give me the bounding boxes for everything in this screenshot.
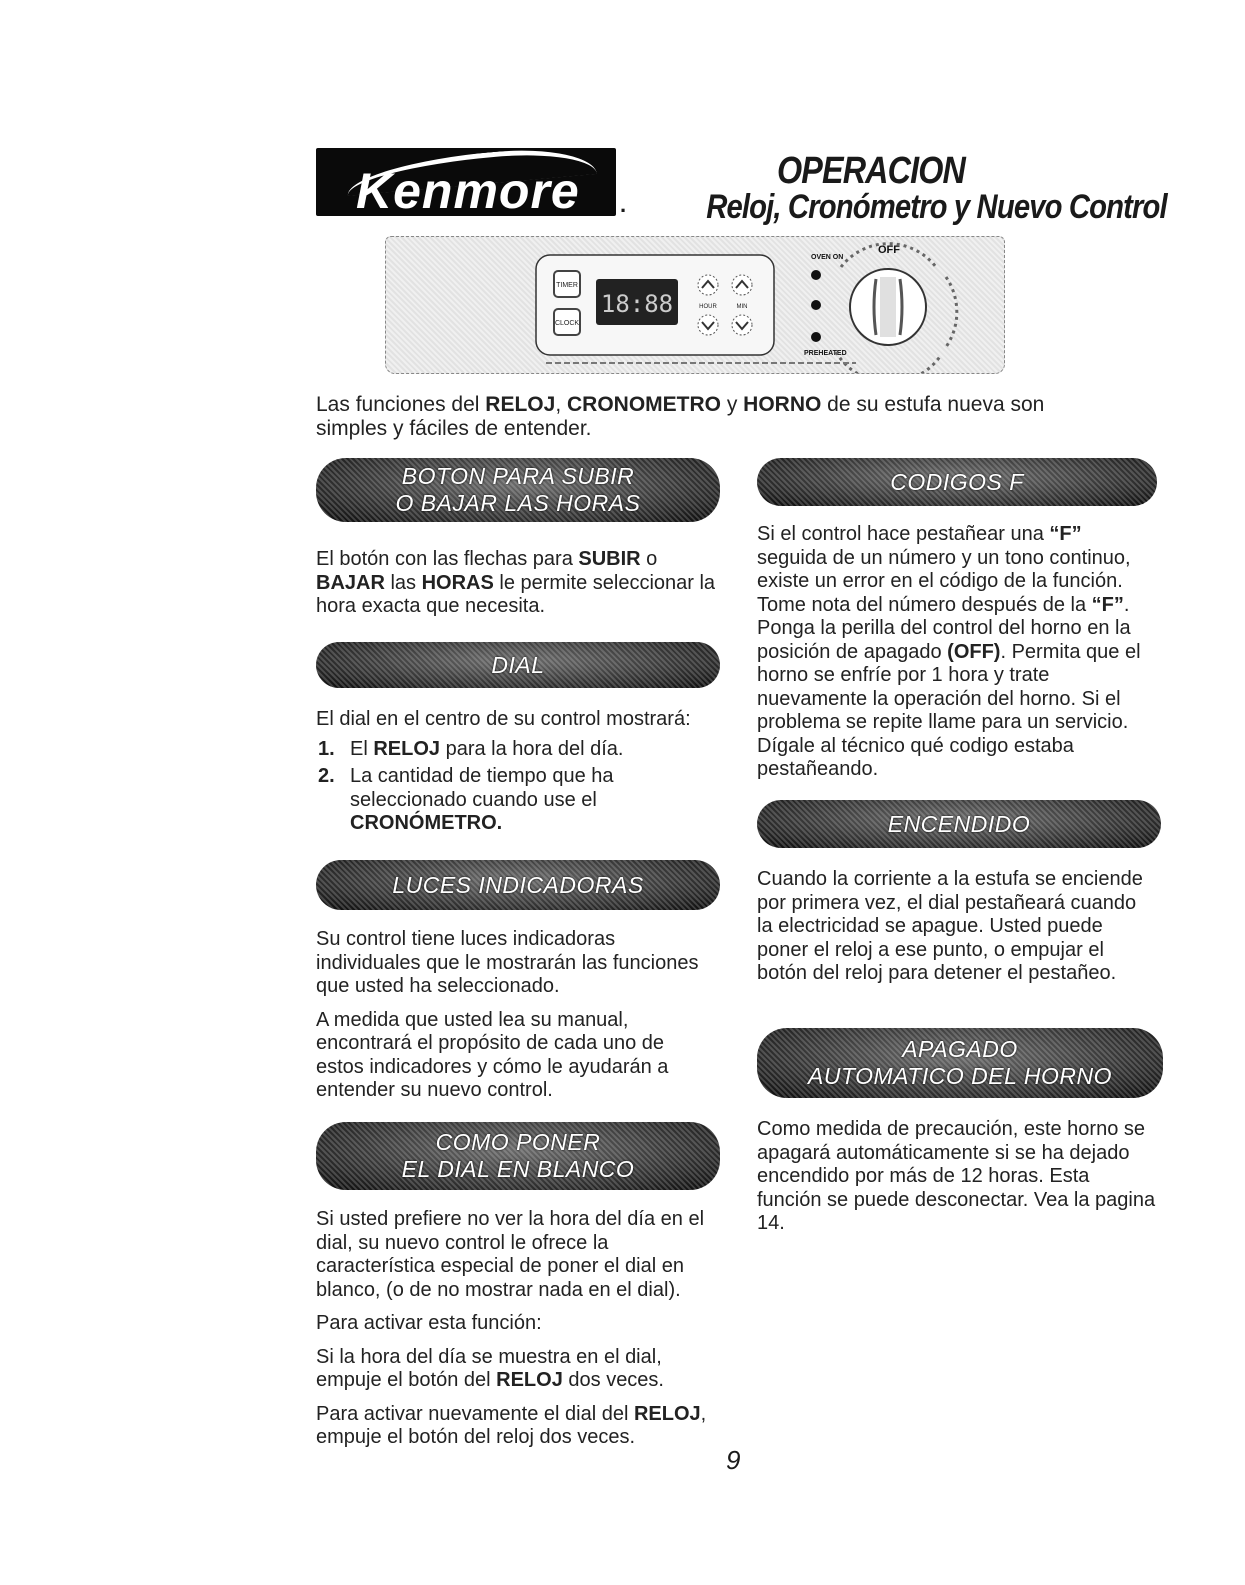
list-item: 2. La cantidad de tiempo que ha seleccionado cuando use el CRONÓMETRO.: [318, 765, 614, 834]
min-label: MIN: [736, 304, 748, 310]
blanco-p4: Para activar nuevamente el dial del RELOJ, empuje el botón del reloj dos veces.: [316, 1402, 707, 1448]
encendido-paragraph: Cuando la corriente a la estufa se enciende por primera vez, el dial pestañeará cuando la electricidad se apague. Usted puede poner el reloj a ese punto, o empujar el botón del reloj para detener el pestañeo.: [757, 868, 1143, 984]
dial-list: [316, 738, 716, 836]
page-subtitle: Reloj, Cronómetro y Nuevo Control: [706, 188, 1167, 226]
horas-paragraph: El botón con las flechas para SUBIR o BAJAR las HORAS le permite seleccionar la hora exacta que necesita.: [316, 548, 716, 617]
luces-section: [316, 928, 716, 1103]
banner-horas: BOTON PARA SUBIR O BAJAR LAS HORAS: [316, 458, 720, 522]
page-title: OPERACION: [777, 150, 965, 192]
page-number: 9: [726, 1445, 741, 1475]
logo-wordmark: Kenmore: [356, 163, 580, 219]
banner-encendido: ENCENDIDO: [757, 800, 1161, 848]
oven-on-label: OVEN ON: [811, 254, 844, 261]
blanco-section: [316, 1208, 716, 1450]
luces-p1: Su control tiene luces indicadoras individuales que le mostrarán las funciones que usted ha seleccionado.: [316, 928, 699, 997]
blanco-p1: Si usted prefiere no ver la hora del día en el dial, su nuevo control le ofrece la característica especial de poner el dial en blanco, (o de no mostrar nada en el dial).: [316, 1208, 705, 1301]
banner-apagado: APAGADO AUTOMATICO DEL HORNO: [757, 1028, 1163, 1098]
clock-label: CLOCK: [554, 320, 580, 327]
list-item: 1. El RELOJ para la hora del día.: [318, 737, 624, 760]
control-panel-graphic: [386, 237, 1004, 373]
luces-p2: A medida que usted lea su manual, encontrará el propósito de cada uno de estos indicadores y cómo le ayudarán a entender su nuevo control.: [316, 1008, 669, 1101]
banner-dial: DIAL: [316, 642, 720, 688]
logo-dot: .: [620, 192, 627, 217]
timer-label: TIMER: [556, 282, 578, 289]
dial-section: [316, 708, 716, 840]
off-label: OFF: [878, 244, 900, 256]
control-panel-illustration: [385, 236, 1005, 374]
blanco-p3: Si la hora del día se muestra en el dial, empuje el botón del RELOJ dos veces.: [316, 1345, 664, 1391]
apagado-paragraph: Como medida de precaución, este horno se apagará automáticamente si se ha dejado encendido por más de 12 horas. Esta función se puede desconectar. Vea la pagina 14.: [757, 1118, 1156, 1234]
codigos-paragraph: Si el control hace pestañear una “F” seguida de un número y un tono continuo, existe un error en el código de la función. Tome nota del número después de la “F”. Ponga la perilla del control del horno en la posición de apagado (OFF). Permita que el horno se enfríe por 1 hora y trate nuevamente la operación del horno. Si el problema se repite llame para un servicio. Dígale al técnico qué codigo estaba pestañeando.: [757, 523, 1141, 780]
banner-blanco: COMO PONER EL DIAL EN BLANCO: [316, 1122, 720, 1190]
preheated-label: PREHEATED: [804, 350, 847, 357]
hour-label: HOUR: [699, 304, 717, 310]
intro-paragraph: Las funciones del RELOJ, CRONOMETRO y HORNO de su estufa nueva son simples y fáciles de entender.: [316, 393, 1045, 440]
kenmore-logo: [316, 148, 616, 219]
panel-display: 18:88: [600, 290, 674, 318]
banner-luces: LUCES INDICADORAS: [316, 860, 720, 910]
dial-intro: El dial en el centro de su control mostrará:: [316, 708, 691, 730]
banner-codigos: CODIGOS F: [757, 458, 1157, 506]
blanco-p2: Para activar esta función:: [316, 1312, 542, 1334]
